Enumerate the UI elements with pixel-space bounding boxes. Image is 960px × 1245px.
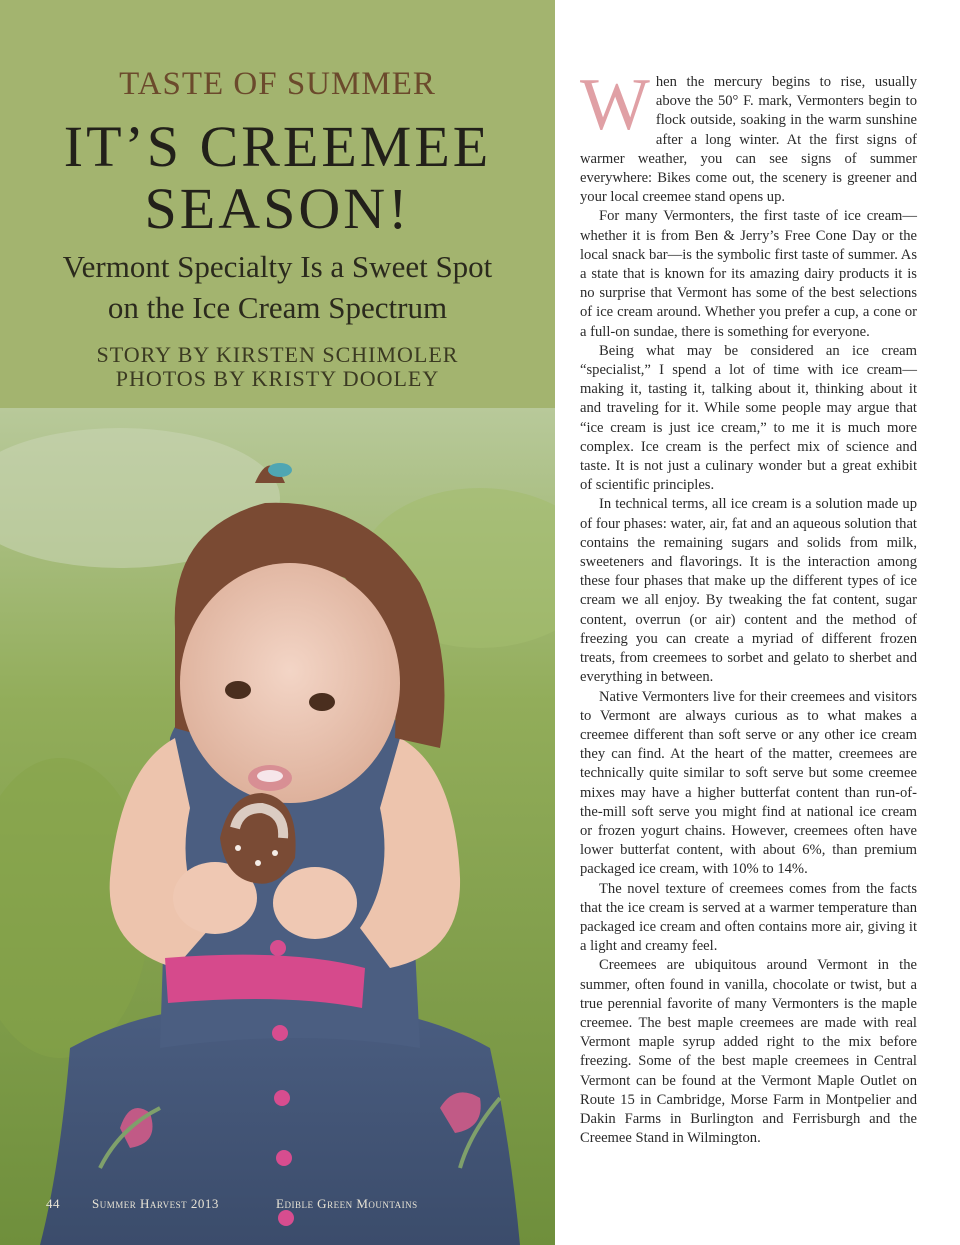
article-paragraph: Native Vermonters live for their creemees and visitors to Vermont are always curious as to what makes a creemee different than soft serve or any other ice cream they can find. At the heart of the matter, creemees are technically quite similar to soft serve but some creemee mixes may have a higher butterfat content than run-of-the-mill soft serve you might find at national ice cream or frozen yogurt chains. However, creemees often have lower butterfat content, with about 6%, than premium packaged ice cream, with 10% to 14%. — [580, 688, 917, 878]
issue-name: Summer Harvest 2013 — [92, 1196, 219, 1211]
article-paragraph: For many Vermonters, the first taste of ice cream—whether it is from Ben & Jerry’s Free Cone Day or the local snack bar—is the symbolic first taste of summer. As a state that is known for its amazing dairy products it is no surprise that Vermont has some of the best selections of ice cream around. Whether you prefer a cup, a cone or a full-on sundae, there is something for everyone. — [580, 208, 917, 340]
credits — [0, 343, 555, 391]
girl-eating-creemee-photo — [0, 408, 555, 1245]
magazine-name: Edible Green Mountains — [276, 1196, 418, 1211]
article-paragraph: Being what may be considered an ice cream “specialist,” I spend a lot of time with ice cream—making it, tasting it, talking about it, thinking about it and traveling for it. While some people may argue that “ice cream is just ice cream,” to me it is much more complex. Ice cream is the perfect mix of science and taste. It is not just a culinary wonder but a great exhibit of scientific principles. — [580, 342, 917, 494]
page-number: 44 — [46, 1196, 60, 1211]
subtitle-line-2: on the Ice Cream Spectrum — [107, 290, 448, 325]
title-panel — [0, 0, 555, 408]
drop-cap: W — [580, 64, 650, 146]
subtitle-line-1: Vermont Specialty Is a Sweet Spot — [62, 249, 493, 284]
article-paragraph: In technical terms, all ice cream is a solution made up of four phases: water, air, fat and an aqueous solution that contains the remaining sugars and solids from milk, sweeteners and flavorings. It is the interaction among these four phases that make up the different types of ice cream we all enjoy. By tweaking the fat content, sugar content, overrun (or air) content and the method of freezing you can create a myriad of different frozen treats, from creemees to sorbet and gelato to sherbet and everything in between. — [580, 496, 917, 686]
title-line-1: IT’S CREEMEE — [63, 114, 492, 179]
article-paragraph: The novel texture of creemees comes from the facts that the ice cream is served at a warmer temperature than packaged ice cream and often contains more air, giving it a light and creamy feel. — [580, 880, 917, 955]
article-paragraph: Creemees are ubiquitous around Vermont in the summer, often found in vanilla, chocolate or twist, but a true perennial favorite of many Vermonters is the maple creemee. The best maple creemees are made with real Vermont maple syrup added right to the mix before freezing. Some of the best maple creemees in Central Vermont can be found at the Vermont Maple Outlet on Route 15 in Cambridge, Morse Farm in Montpelier and Dakin Farms in Burlington and Ferrisburgh and the Creemee Stand in Wilmington. — [580, 957, 917, 1147]
story-byline: STORY BY KIRSTEN SCHIMOLER — [96, 342, 459, 367]
section-kicker: TASTE OF SUMMER — [119, 66, 436, 102]
article-paragraph: When the mercury begins to rise, usually above the 50° F. mark, Vermonters begin to flock outside, soaking in the warm sunshine after a long winter. At the first signs of warmer weather, you can see signs of summer everywhere: Bikes come out, the scenery is greener and your local creemee stand opens up. — [580, 64, 917, 206]
article-subtitle — [0, 246, 555, 328]
article-title — [0, 116, 555, 240]
photo-byline: PHOTOS BY KRISTY DOOLEY — [115, 366, 440, 391]
title-line-2: SEASON! — [144, 176, 411, 241]
article-body — [580, 64, 917, 1148]
page-footer — [0, 1196, 555, 1218]
